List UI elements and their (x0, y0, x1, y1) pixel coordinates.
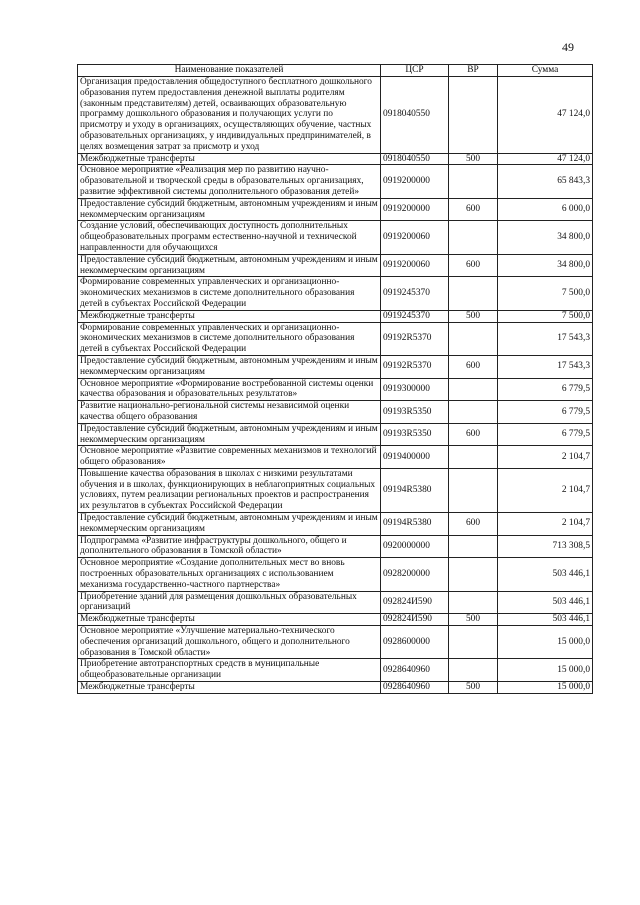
row-vr-cell: 500 (449, 614, 498, 626)
row-vr-cell (449, 221, 498, 254)
table-row (78, 591, 593, 614)
row-name-cell: Развитие национально-региональной системы независимой оценки качества общего образования (78, 401, 381, 424)
row-vr-cell: 600 (449, 355, 498, 378)
row-csr-cell: 092824И590 (381, 591, 449, 614)
row-csr-cell: 0919245370 (381, 277, 449, 310)
row-vr-cell (449, 468, 498, 512)
table-row (78, 513, 593, 536)
row-name-cell: Основное мероприятие «Улучшение материально-технического обеспечения организаций дошкольного, общего и дополнительного образования в Томской области» (78, 626, 381, 659)
row-vr-cell (449, 535, 498, 558)
row-vr-cell (449, 77, 498, 154)
row-sum-cell: 15 000,0 (498, 659, 593, 682)
table-row (78, 355, 593, 378)
table-row (78, 446, 593, 469)
row-name-cell: Приобретение автотранспортных средств в муниципальные общеобразовательные организации (78, 659, 381, 682)
table-row (78, 558, 593, 591)
table-row (78, 198, 593, 221)
row-csr-cell: 0918040550 (381, 77, 449, 154)
row-sum-cell: 65 843,3 (498, 165, 593, 198)
table-row (78, 682, 593, 694)
row-vr-cell: 600 (449, 423, 498, 446)
row-csr-cell: 09193R5350 (381, 423, 449, 446)
header-name: Наименование показателей (78, 65, 381, 77)
row-csr-cell: 0928600000 (381, 626, 449, 659)
row-csr-cell: 0928640960 (381, 659, 449, 682)
table-row (78, 468, 593, 512)
row-name-cell: Приобретение зданий для размещения дошкольных образовательных организаций (78, 591, 381, 614)
row-sum-cell: 15 000,0 (498, 626, 593, 659)
row-name-cell: Основное мероприятие «Формирование востребованной системы оценки качества образования и образовательных результатов» (78, 378, 381, 401)
row-name-cell: Основное мероприятие «Развитие современных механизмов и технологий общего образования» (78, 446, 381, 469)
row-csr-cell: 0928640960 (381, 682, 449, 694)
row-sum-cell: 2 104,7 (498, 468, 593, 512)
row-sum-cell: 34 800,0 (498, 221, 593, 254)
row-csr-cell: 0919200000 (381, 165, 449, 198)
row-csr-cell: 0919200060 (381, 221, 449, 254)
table-row (78, 614, 593, 626)
row-csr-cell: 0919300000 (381, 378, 449, 401)
row-sum-cell: 2 104,7 (498, 513, 593, 536)
row-sum-cell: 7 500,0 (498, 277, 593, 310)
row-name-cell: Предоставление субсидий бюджетным, автономным учреждениям и иным некоммерческим организациям (78, 513, 381, 536)
row-csr-cell: 092824И590 (381, 614, 449, 626)
budget-table (77, 64, 593, 694)
row-csr-cell: 09192R5370 (381, 355, 449, 378)
row-vr-cell (449, 626, 498, 659)
row-csr-cell: 09194R5380 (381, 513, 449, 536)
row-csr-cell: 0919200060 (381, 254, 449, 277)
row-sum-cell: 6 779,5 (498, 378, 593, 401)
row-name-cell: Основное мероприятие «Создание дополнительных мест во вновь построенных образовательных организациях с использованием механизма государственно-частного партнерства» (78, 558, 381, 591)
table-row (78, 322, 593, 355)
row-vr-cell: 500 (449, 682, 498, 694)
table-row (78, 254, 593, 277)
row-sum-cell: 47 124,0 (498, 77, 593, 154)
row-sum-cell: 15 000,0 (498, 682, 593, 694)
row-csr-cell: 0919245370 (381, 310, 449, 322)
table-row (78, 626, 593, 659)
row-vr-cell: 600 (449, 198, 498, 221)
row-name-cell: Предоставление субсидий бюджетным, автономным учреждениям и иным некоммерческим организациям (78, 355, 381, 378)
row-vr-cell (449, 401, 498, 424)
table-row (78, 535, 593, 558)
row-name-cell: Организация предоставления общедоступного бесплатного дошкольного образования путем предоставления денежной выплаты родителям (законным представителям) детей, осваивающих образовательную программу дошкольного образования и получающих услуги по присмотру и уходу в организациях, осуществляющих обучение, частных образовательных организациях, у индивидуальных предпринимателей, в целях возмещения затрат за присмотр и уход (78, 77, 381, 154)
row-vr-cell (449, 322, 498, 355)
row-name-cell: Предоставление субсидий бюджетным, автономным учреждениям и иным некоммерческим организациям (78, 198, 381, 221)
row-name-cell: Предоставление субсидий бюджетным, автономным учреждениям и иным некоммерческим организациям (78, 254, 381, 277)
row-vr-cell: 600 (449, 254, 498, 277)
row-name-cell: Повышение качества образования в школах с низкими результатами обучения и в школах, функционирующих в неблагоприятных социальных условиях, путем реализации региональных проектов и распространения их результатов в субъектах Российской Федерации (78, 468, 381, 512)
page-number: 49 (562, 40, 574, 54)
row-sum-cell: 47 124,0 (498, 153, 593, 165)
row-vr-cell (449, 277, 498, 310)
row-name-cell: Межбюджетные трансферты (78, 153, 381, 165)
row-name-cell: Создание условий, обеспечивающих доступность дополнительных общеобразовательных программ естественно-научной и технической направленности для обучающихся (78, 221, 381, 254)
table-row (78, 310, 593, 322)
row-vr-cell: 500 (449, 310, 498, 322)
row-csr-cell: 0919200000 (381, 198, 449, 221)
table-row (78, 277, 593, 310)
table-row (78, 378, 593, 401)
row-name-cell: Основное мероприятие «Реализация мер по развитию научно-образовательной и творческой среды в образовательных организациях, развитие эффективной системы дополнительного образования детей» (78, 165, 381, 198)
row-vr-cell (449, 165, 498, 198)
table-row (78, 423, 593, 446)
row-sum-cell: 503 446,1 (498, 558, 593, 591)
table-row (78, 221, 593, 254)
table-header-row (78, 65, 593, 77)
row-sum-cell: 17 543,3 (498, 355, 593, 378)
header-vr: ВР (449, 65, 498, 77)
table-row (78, 165, 593, 198)
row-sum-cell: 6 779,5 (498, 401, 593, 424)
row-csr-cell: 0918040550 (381, 153, 449, 165)
row-sum-cell: 2 104,7 (498, 446, 593, 469)
row-name-cell: Межбюджетные трансферты (78, 614, 381, 626)
row-vr-cell: 600 (449, 513, 498, 536)
row-vr-cell (449, 558, 498, 591)
row-vr-cell (449, 591, 498, 614)
row-vr-cell (449, 446, 498, 469)
row-csr-cell: 09193R5350 (381, 401, 449, 424)
row-name-cell: Формирование современных управленческих и организационно-экономических механизмов в системе дополнительного образования детей в субъектах Российской Федерации (78, 277, 381, 310)
row-csr-cell: 0920000000 (381, 535, 449, 558)
row-name-cell: Межбюджетные трансферты (78, 682, 381, 694)
row-sum-cell: 503 446,1 (498, 591, 593, 614)
row-name-cell: Подпрограмма «Развитие инфраструктуры дошкольного, общего и дополнительного образования в Томской области» (78, 535, 381, 558)
row-name-cell: Межбюджетные трансферты (78, 310, 381, 322)
header-csr: ЦСР (381, 65, 449, 77)
row-vr-cell (449, 378, 498, 401)
row-sum-cell: 713 308,5 (498, 535, 593, 558)
row-csr-cell: 0928200000 (381, 558, 449, 591)
table-row (78, 153, 593, 165)
table-row (78, 401, 593, 424)
row-sum-cell: 503 446,1 (498, 614, 593, 626)
row-csr-cell: 0919400000 (381, 446, 449, 469)
row-vr-cell (449, 659, 498, 682)
row-name-cell: Предоставление субсидий бюджетным, автономным учреждениям и иным некоммерческим организациям (78, 423, 381, 446)
row-sum-cell: 6 779,5 (498, 423, 593, 446)
row-csr-cell: 09194R5380 (381, 468, 449, 512)
row-name-cell: Формирование современных управленческих и организационно-экономических механизмов в системе дополнительного образования детей в субъектах Российской Федерации (78, 322, 381, 355)
row-sum-cell: 17 543,3 (498, 322, 593, 355)
row-sum-cell: 6 000,0 (498, 198, 593, 221)
row-vr-cell: 500 (449, 153, 498, 165)
row-sum-cell: 34 800,0 (498, 254, 593, 277)
row-csr-cell: 09192R5370 (381, 322, 449, 355)
table-row (78, 77, 593, 154)
row-sum-cell: 7 500,0 (498, 310, 593, 322)
table-row (78, 659, 593, 682)
header-sum: Сумма (498, 65, 593, 77)
